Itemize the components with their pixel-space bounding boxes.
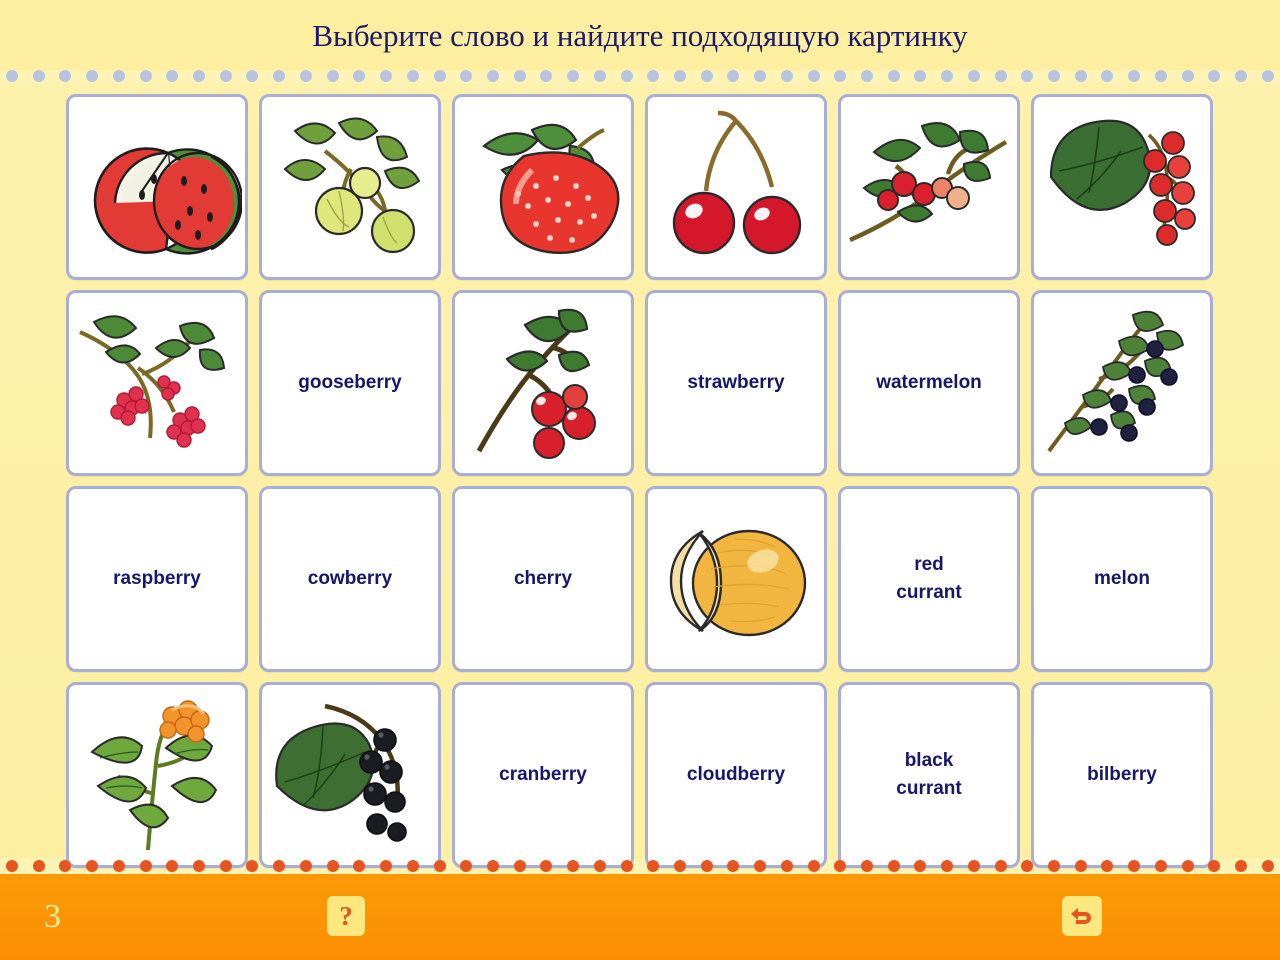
word-card-label: melon [1094,568,1150,590]
decorative-dot [487,860,499,872]
word-card[interactable] [259,486,441,672]
decorative-dot [1021,860,1033,872]
decorative-dot [727,70,739,82]
card-grid [66,94,1213,868]
decorative-dot [540,70,552,82]
picture-card[interactable] [66,682,248,868]
decorative-dot [113,860,125,872]
decorative-dot [1048,860,1060,872]
word-card-label: watermelon [876,372,982,394]
decorative-dot [808,860,820,872]
decorative-dot [621,860,633,872]
picture-card[interactable] [66,290,248,476]
decorative-dot [193,860,205,872]
decorative-dot [861,860,873,872]
word-card-label: cloudberry [686,764,786,786]
decorative-dot [460,860,472,872]
word-card-label: cowberry [307,568,393,590]
decorative-dot [353,860,365,872]
decorative-dot [1075,70,1087,82]
decorative-dot [380,860,392,872]
decorative-dot [1182,860,1194,872]
decorative-dot [407,860,419,872]
decorative-dot [594,70,606,82]
cloudberry-icon [72,690,242,860]
word-card-label: cranberry [499,764,587,786]
decorative-dot [407,70,419,82]
undo-arrow-icon [1069,904,1095,928]
picture-card[interactable] [259,682,441,868]
decorative-dot [1235,70,1247,82]
decorative-dot [540,860,552,872]
decorative-dot [968,70,980,82]
decorative-dot [567,860,579,872]
decorative-dot [834,860,846,872]
decorative-dot [273,70,285,82]
word-card[interactable] [452,486,634,672]
cherry-icon [656,107,816,267]
decorative-dot [6,860,18,872]
decorative-dot [701,70,713,82]
decorative-dot [1128,70,1140,82]
decorative-dot [861,70,873,82]
decorative-dot [514,860,526,872]
black-currant-icon [265,690,435,860]
question-mark-icon: ? [339,900,353,931]
picture-card[interactable] [838,94,1020,280]
decorative-dot [914,70,926,82]
decorative-dot [327,860,339,872]
word-card-label: cherry [513,568,573,590]
decorative-dot [647,70,659,82]
decorative-dot [1262,70,1274,82]
decorative-dot [647,860,659,872]
decorative-dot [140,860,152,872]
word-card-label: gooseberry [298,372,402,394]
decorative-dot [6,70,18,82]
decorative-dot [1155,860,1167,872]
word-card[interactable] [838,290,1020,476]
decorative-dot [781,70,793,82]
decorative-dot [246,860,258,872]
picture-card[interactable] [452,290,634,476]
decorative-dot [808,70,820,82]
decorative-dot [1155,70,1167,82]
word-card[interactable] [1031,682,1213,868]
decorative-dot [220,70,232,82]
decorative-dot [1208,70,1220,82]
decorative-dot [327,70,339,82]
word-card-label: red currant [896,554,962,603]
decorative-dot [380,70,392,82]
decorative-dot [941,70,953,82]
decorative-dot [59,70,71,82]
decorative-dot [1208,860,1220,872]
picture-card[interactable] [645,94,827,280]
page-number: 3 [44,898,61,935]
decorative-dot [727,860,739,872]
back-button[interactable] [1062,896,1102,936]
decorative-dot [781,860,793,872]
decorative-dot [1262,860,1274,872]
decorative-dot [1101,860,1113,872]
decorative-dot [754,70,766,82]
word-card[interactable] [645,682,827,868]
decorative-dot [193,70,205,82]
melon-icon [651,509,821,649]
decorative-dot [1128,860,1140,872]
word-card[interactable] [1031,486,1213,672]
decorative-dot [1101,70,1113,82]
decorative-dot [1048,70,1060,82]
decorative-dot [594,860,606,872]
decorative-dot [1182,70,1194,82]
decorative-dot [1075,860,1087,872]
strawberry-icon [458,112,628,262]
decorative-dot [166,70,178,82]
bilberry-icon [1037,303,1207,463]
decorative-dot [434,860,446,872]
decorative-dot [834,70,846,82]
decorative-dot [273,860,285,872]
decorative-dot [86,860,98,872]
word-card[interactable] [66,486,248,672]
decorative-dot [1235,860,1247,872]
raspberry-icon [72,308,242,458]
decorative-dots-bottom [0,858,1280,874]
decorative-dot [59,860,71,872]
picture-card[interactable] [1031,290,1213,476]
header-band [0,0,1280,70]
word-card-label: bilberry [1087,764,1157,786]
decorative-dot [968,860,980,872]
decorative-dot [300,70,312,82]
decorative-dot [246,70,258,82]
decorative-dot [353,70,365,82]
decorative-dot [434,70,446,82]
picture-card[interactable] [66,94,248,280]
picture-card[interactable] [259,94,441,280]
decorative-dot [995,860,1007,872]
word-card-label: raspberry [113,568,201,590]
decorative-dots-top [0,68,1280,84]
picture-card[interactable] [452,94,634,280]
word-card[interactable] [838,486,1020,672]
decorative-dot [621,70,633,82]
word-card-label: strawberry [687,372,785,394]
decorative-dot [1021,70,1033,82]
decorative-dot [460,70,472,82]
decorative-dot [914,860,926,872]
decorative-dot [220,860,232,872]
decorative-dot [888,860,900,872]
decorative-dot [888,70,900,82]
watermelon-icon [72,117,242,257]
decorative-dot [300,860,312,872]
cowberry-icon [844,112,1014,262]
word-card[interactable] [645,290,827,476]
decorative-dot [86,70,98,82]
decorative-dot [113,70,125,82]
decorative-dot [140,70,152,82]
decorative-dot [995,70,1007,82]
cranberry-icon [463,303,623,463]
help-button[interactable] [327,896,365,936]
picture-card[interactable] [645,486,827,672]
game-field [0,84,1280,858]
decorative-dot [941,860,953,872]
decorative-dot [674,70,686,82]
word-card[interactable] [838,682,1020,868]
decorative-dot [166,860,178,872]
gooseberry-icon [265,107,435,267]
decorative-dot [674,860,686,872]
word-card[interactable] [452,682,634,868]
word-card[interactable] [259,290,441,476]
red-currant-icon [1037,107,1207,267]
decorative-dot [754,860,766,872]
page-title: Выберите слово и найдите подходящую картинку [312,18,968,53]
decorative-dot [33,860,45,872]
decorative-dot [701,860,713,872]
decorative-dot [487,70,499,82]
decorative-dot [514,70,526,82]
decorative-dot [33,70,45,82]
word-card-label: black currant [896,750,962,799]
picture-card[interactable] [1031,94,1213,280]
decorative-dot [567,70,579,82]
